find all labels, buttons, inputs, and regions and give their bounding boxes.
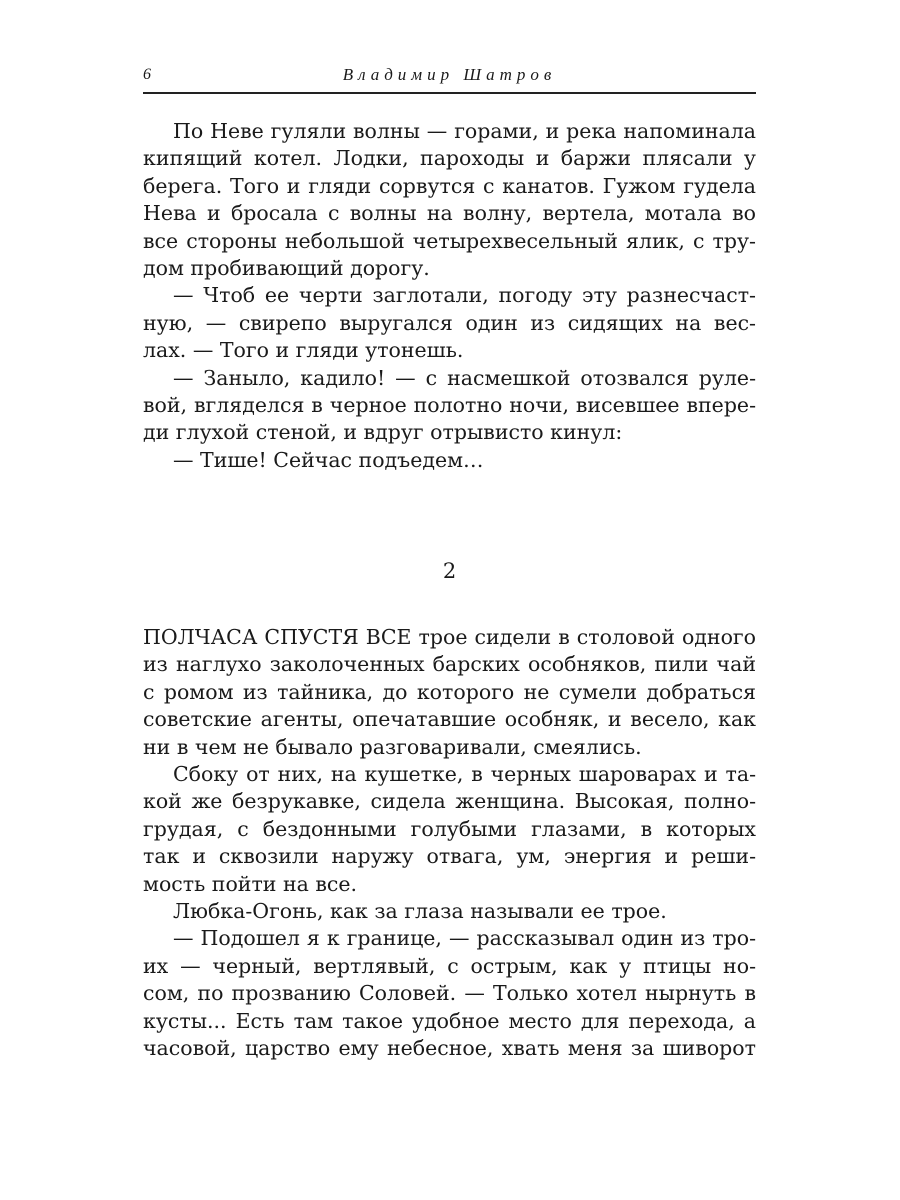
text-line: ди глухой стеной, и вдруг отрывисто кинул:: [143, 420, 623, 445]
text-line: мость пойти на все.: [143, 871, 358, 896]
text-line: кипящий котел. Лодки, пароходы и баржи плясали у: [143, 146, 756, 171]
text-line: — Заныло, кадило! — с насмешкой отозвался руле-: [173, 365, 756, 390]
text-line: их — черный, вертлявый, с острым, как у птицы но-: [143, 953, 756, 978]
page-header: [143, 58, 756, 94]
text-line: лах. — Того и гляди утонешь.: [143, 338, 464, 363]
running-head-author: Владимир Шатров: [342, 65, 557, 84]
text-line: — Подошел я к границе, — рассказывал один из тро-: [173, 926, 756, 951]
text-line: советские агенты, опечатавшие особняк, и весело, как: [143, 707, 756, 732]
text-line: ПОЛЧАСА СПУСТЯ ВСЕ трое сидели в столовой одного: [143, 625, 756, 650]
section-2-text: [143, 624, 756, 1062]
page-number: 6: [143, 66, 151, 83]
text-line: Нева и бросала с волны на волну, вертела, мотала во: [143, 201, 756, 226]
text-line: берега. Того и гляди сорвутся с канатов. Гужом гудела: [143, 173, 756, 198]
text-line: По Неве гуляли волны — горами, и река напоминала: [173, 119, 756, 143]
text-line: сом, по прозванию Соловей. — Только хотел нырнуть в: [143, 981, 756, 1006]
text-line: из наглухо заколоченных барских особняков, пили чай: [143, 652, 756, 677]
text-line: кой же безрукавке, сидела женщина. Высокая, полно-: [143, 789, 756, 814]
text-line: кусты... Есть там такое удобное место для перехода, а: [143, 1008, 756, 1033]
text-line: ную, — свирепо выругался один из сидящих на вес-: [143, 310, 756, 335]
text-line: Сбоку от них, на кушетке, в черных шароварах и та-: [173, 762, 756, 787]
text-line: грудая, с бездонными голубыми глазами, в которых: [143, 816, 756, 841]
text-line: ни в чем не бывало разговаривали, смеялись.: [143, 734, 642, 759]
text-line: так и сквозили наружу отвага, ум, энергия и реши-: [143, 844, 756, 869]
text-line: — Чтоб ее черти заглотали, погоду эту разнесчаст-: [173, 283, 756, 308]
section-number: 2: [442, 559, 457, 584]
text-line: с ромом из тайника, до которого не сумели добраться: [143, 679, 756, 704]
text-line: дом пробивающий дорогу.: [143, 255, 430, 280]
text-line: вой, вгляделся в черное полотно ночи, висевшее впере-: [143, 392, 756, 417]
text-line: часовой, царство ему небесное, хвать меня за шиворот: [143, 1035, 756, 1060]
section-1-text: [143, 118, 756, 474]
text-line: все стороны небольшой четырехвесельный ялик, с тру-: [143, 228, 756, 253]
text-line: Любка-Огонь, как за глаза называли ее трое.: [173, 898, 667, 923]
book-page: [143, 58, 756, 1062]
text-line: — Тише! Сейчас подъедем…: [173, 447, 484, 472]
